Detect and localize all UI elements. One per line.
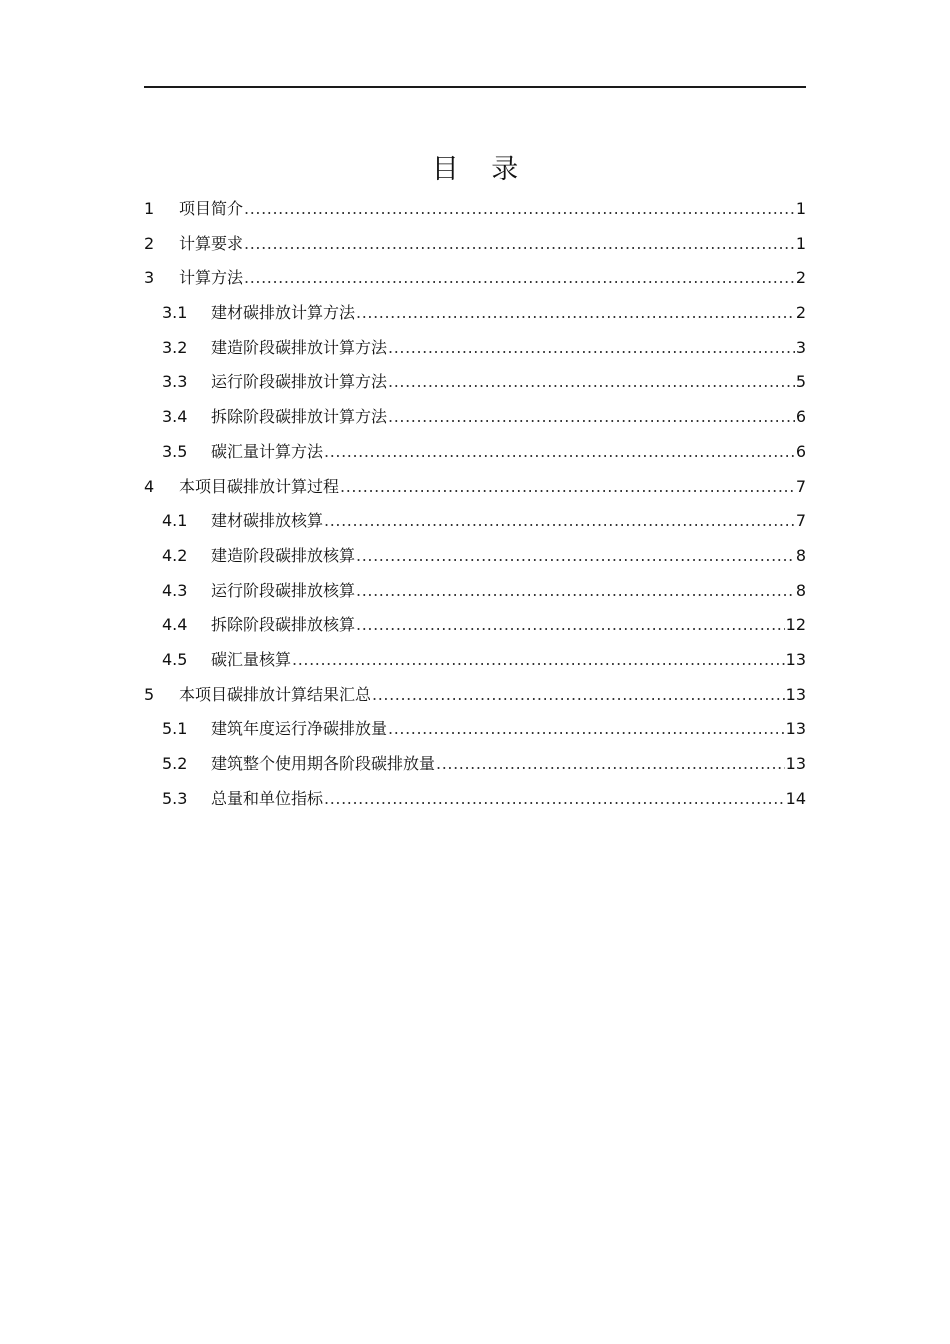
toc-entry-number: 1 — [144, 199, 155, 218]
toc-dot-leader — [356, 574, 795, 609]
toc-entry-title: 运行阶段碳排放计算方法 — [211, 372, 388, 392]
toc-entry-page: 7 — [795, 511, 806, 531]
toc-entry-page: 13 — [785, 649, 806, 669]
toc-entry-number: 3 — [144, 268, 155, 288]
toc-entry-number: 4.4 — [162, 615, 188, 635]
toc-entry[interactable] — [144, 643, 806, 678]
toc-entry[interactable] — [144, 678, 806, 713]
toc-dot-leader — [372, 678, 785, 713]
toc-entry[interactable] — [144, 712, 806, 747]
toc-entry-page: 6 — [795, 407, 806, 427]
toc-entry-title: 建筑年度运行净碳排放量 — [211, 719, 388, 739]
toc-entry-title: 建材碳排放核算 — [211, 511, 324, 531]
toc-dot-leader — [292, 643, 785, 678]
toc-entry-number: 5.3 — [162, 788, 188, 808]
toc-entry-number: 2 — [144, 233, 155, 253]
toc-dot-leader — [244, 261, 795, 296]
toc-entry-number: 3.2 — [162, 337, 188, 357]
toc-entry-title: 项目简介 — [179, 199, 244, 218]
toc-entry-title: 建造阶段碳排放核算 — [211, 545, 356, 565]
toc-entry[interactable] — [144, 747, 806, 782]
toc-dot-leader — [356, 296, 795, 331]
toc-entry-title: 计算方法 — [179, 268, 244, 288]
toc-list — [144, 192, 806, 816]
toc-entry-page: 8 — [795, 580, 806, 600]
toc-entry[interactable] — [144, 192, 806, 227]
toc-entry-page: 13 — [785, 684, 806, 704]
toc-entry-number: 5.2 — [162, 754, 188, 773]
toc-dot-leader — [324, 504, 795, 539]
toc-entry-title: 本项目碳排放计算结果汇总 — [179, 684, 372, 704]
toc-entry[interactable] — [144, 470, 806, 505]
toc-entry-page: 14 — [785, 788, 806, 808]
toc-dot-leader — [244, 192, 795, 227]
toc-entry-number: 4.2 — [162, 545, 188, 565]
toc-entry-title: 本项目碳排放计算过程 — [179, 476, 340, 496]
toc-entry[interactable] — [144, 227, 806, 262]
toc-dot-leader — [388, 712, 785, 747]
toc-dot-leader — [388, 400, 795, 435]
toc-dot-leader — [340, 470, 795, 505]
toc-entry-page: 13 — [785, 754, 806, 773]
toc-entry-number: 5.1 — [162, 719, 188, 739]
toc-entry-title: 拆除阶段碳排放核算 — [211, 615, 356, 635]
toc-entry-number: 3.5 — [162, 441, 188, 461]
toc-entry-page: 2 — [795, 303, 806, 323]
toc-entry-title: 建材碳排放计算方法 — [211, 303, 356, 323]
toc-dot-leader — [244, 227, 795, 262]
toc-entry[interactable] — [144, 574, 806, 609]
header-rule — [144, 86, 806, 88]
toc-entry-title: 拆除阶段碳排放计算方法 — [211, 407, 388, 427]
toc-dot-leader — [356, 608, 785, 643]
toc-entry-page: 8 — [795, 545, 806, 565]
toc-dot-leader — [324, 435, 795, 470]
toc-entry-page: 12 — [785, 615, 806, 635]
toc-entry[interactable] — [144, 261, 806, 296]
toc-title: 目 录 — [431, 154, 531, 185]
toc-dot-leader — [388, 365, 795, 400]
toc-entry-number: 4.3 — [162, 580, 188, 600]
toc-entry[interactable] — [144, 400, 806, 435]
toc-entry-page: 1 — [795, 199, 806, 218]
toc-dot-leader — [436, 747, 785, 782]
toc-entry-page: 3 — [795, 337, 806, 357]
toc-entry[interactable] — [144, 365, 806, 400]
toc-entry-title: 计算要求 — [179, 233, 244, 253]
toc-entry[interactable] — [144, 608, 806, 643]
toc-entry-page: 5 — [795, 372, 806, 392]
toc-entry-number: 5 — [144, 684, 155, 704]
toc-entry-number: 4 — [144, 476, 155, 496]
toc-entry-page: 2 — [795, 268, 806, 288]
toc-entry-title: 运行阶段碳排放核算 — [211, 580, 356, 600]
toc-entry-number: 3.1 — [162, 303, 188, 323]
toc-dot-leader — [388, 331, 795, 366]
toc-entry-number: 4.5 — [162, 649, 188, 669]
toc-entry-number: 3.4 — [162, 407, 188, 427]
toc-entry-page: 1 — [795, 233, 806, 253]
toc-dot-leader — [356, 539, 795, 574]
toc-entry[interactable] — [144, 539, 806, 574]
toc-entry-title: 碳汇量计算方法 — [211, 441, 324, 461]
toc-entry-page: 6 — [795, 441, 806, 461]
toc-entry-title: 建筑整个使用期各阶段碳排放量 — [211, 754, 436, 773]
toc-entry-page: 7 — [795, 476, 806, 496]
toc-entry[interactable] — [144, 296, 806, 331]
toc-entry[interactable] — [144, 435, 806, 470]
toc-entry-title: 碳汇量核算 — [211, 649, 292, 669]
toc-entry[interactable] — [144, 331, 806, 366]
toc-entry-page: 13 — [785, 719, 806, 739]
toc-entry-number: 3.3 — [162, 372, 188, 392]
toc-entry-title: 建造阶段碳排放计算方法 — [211, 337, 388, 357]
toc-entry-title: 总量和单位指标 — [211, 788, 324, 808]
toc-entry[interactable] — [144, 504, 806, 539]
toc-dot-leader — [324, 782, 785, 817]
toc-entry-number: 4.1 — [162, 511, 188, 531]
toc-entry[interactable] — [144, 782, 806, 817]
